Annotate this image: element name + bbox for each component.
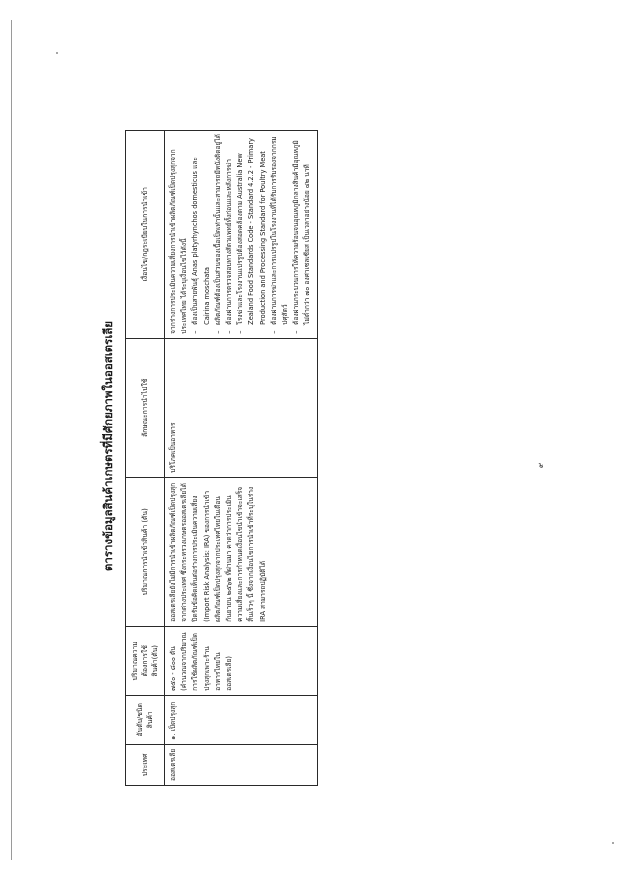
requirement-item: – ต้องผ่านกระบวนการให้ความร้อนจนอุณหภูมิกลางสินค้ามีอุณหภูมิไม่ต่ำกว่า ๗๐ องศาเซลเซียส เป็นเวลาอย่างน้อย ๔๒ นาที (291, 134, 313, 334)
cell-import-volume: ออสเตรเลียยังไม่มีการนำเข้าผลิตภัณฑ์เป็ดปรุงสุกจากต่างประเทศ ซึ่งกระทรวงเกษตรออสเตรเลียได้ปิดรับข้อคิดเห็นต่อร่างการประเมินความเสี่ยง (Import Risk Analysis: IRA) ของการนำเข้าผลิตภัณฑ์เป็ดปรุงสุกจากประเทศไทยในเดือนกันยายน ๒๕๖๒ ที่ผ่านมา คาดว่าการประเมินความเสี่ยงและการกำหนดเงื่อนไขนำเข้าจะเสร็จสิ้นเร็วๆ นี้ ซึ่งจากเงื่อนไขการนำเข้าที่ระบุในร่าง IRA สามารถปฏิบัติได้ (165, 477, 318, 626)
page-number: ๙ (537, 462, 545, 468)
cell-country: ออสเตรเลีย (165, 744, 318, 785)
table-row (165, 130, 318, 785)
document-title: ตารางข้อมูลสินค้าเกษตรที่มีศักยภาพในออสเตรเลีย (101, 320, 115, 572)
requirement-item: – โรงฆ่าและโรงงานแปรรูปต้องสอดคล้องตาม Australia New Zealand Food Standards Code - Standard 4.2.2 - Primary Production and Processing Standard for Poultry Meat (235, 134, 269, 334)
header-usage: ลักษณะการนำไปใช้ (126, 338, 165, 477)
header-requirements: เงื่อนไข/กฎระเบียบในการนำเข้า (126, 130, 165, 338)
requirement-item: – ต้องเป็นสายพันธุ์ Anas platyrhynchos domesticus และ Cairina moschata (190, 134, 212, 334)
requirement-item: – ต้องผ่านการตรวจสอบทางสัตวแพทย์ทั้งก่อนและหลังการฆ่า (224, 134, 235, 334)
data-table-wrapper (125, 130, 318, 786)
header-country: ประเทศ (126, 744, 165, 785)
cell-requirements (165, 130, 318, 338)
header-product: อันดับ/ชนิดสินค้า (126, 695, 165, 744)
requirements-intro: จากร่างการประเมินความเสี่ยงการนำเข้าผลิตภัณฑ์เป็ดปรุงสุกจากประเทศไทย ได้ระบุเงื่อนไขไว้ดังนี้ (169, 149, 189, 334)
requirements-list (190, 134, 313, 334)
requirement-item: – ต้องผ่านการฆ่าและการแปรรูปในโรงงานที่ได้รับการรับรองจากกรมปศุสัตว์ (269, 134, 291, 334)
cell-usage: บริโภคเป็นอาหาร (165, 338, 318, 477)
header-demand: ปริมาณความต้องการใช้สินค้า(ตัน) (126, 626, 165, 695)
product-table (125, 130, 318, 786)
requirement-item: – ผลิตภัณฑ์ต้องเป็นส่วนของเนื้อเป็ดเท่านั้นและสามารถมีหนังติดอยู่ได้ (213, 134, 224, 334)
cell-product: ๑. เป็ดปรุงสุก (165, 695, 318, 744)
header-import-volume: ปริมาณการนำเข้าสินค้า (ตัน) (126, 477, 165, 626)
cell-demand: ๗๕๐ - ๘๐๐ ตัน (คำนวณจากปริมาณการใช้ผลิตภัณฑ์เป็ดปรุงสุกเพาะร้านอาหารไทยในออสเตรเลีย) (165, 626, 318, 695)
table-header-row (126, 130, 165, 785)
